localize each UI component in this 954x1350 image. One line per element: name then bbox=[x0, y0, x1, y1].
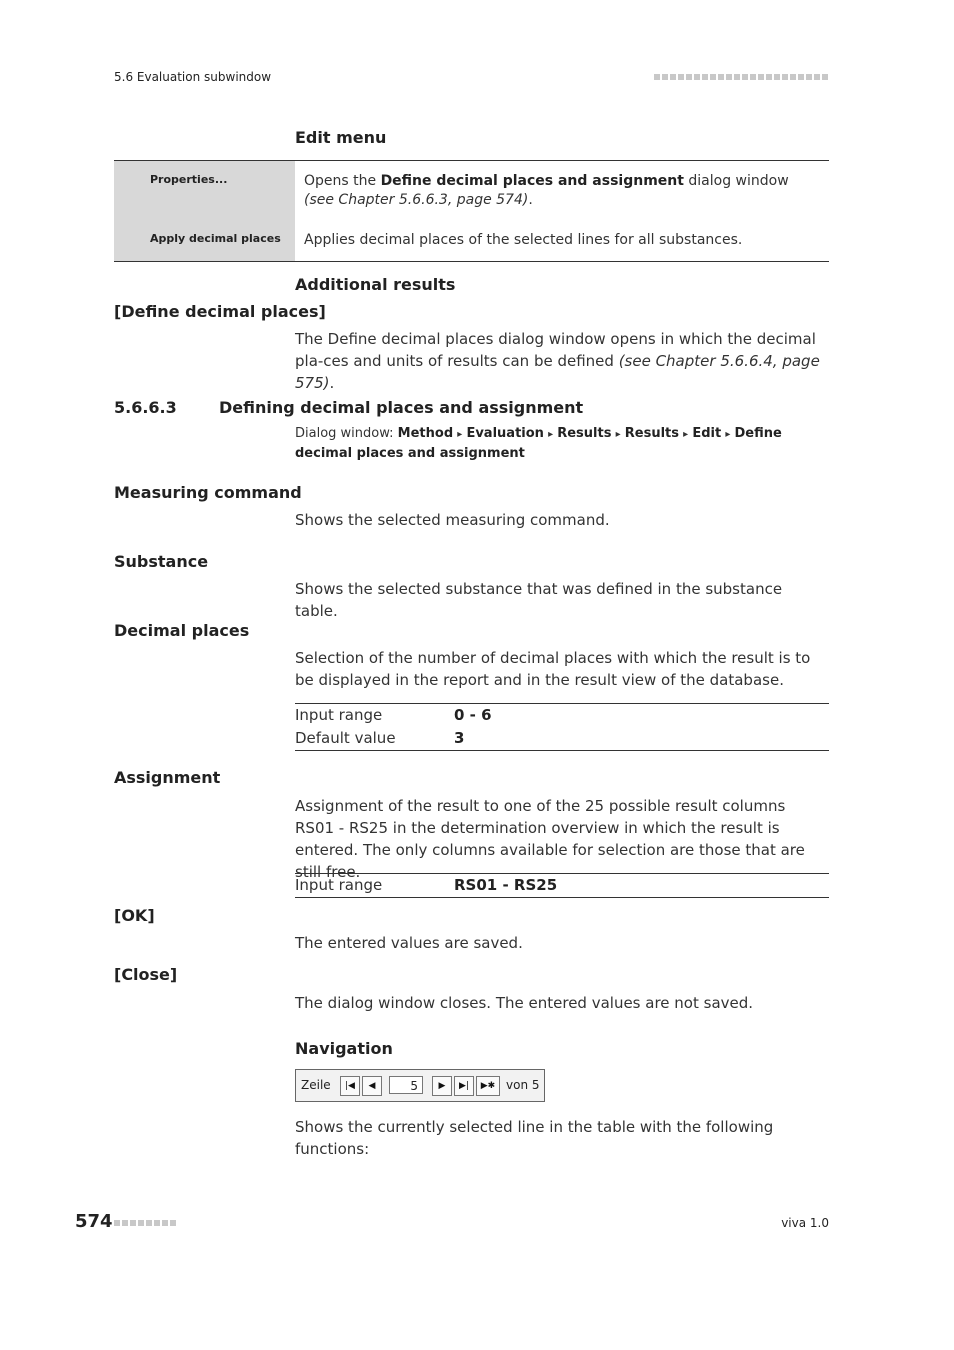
param-row bbox=[295, 874, 829, 897]
decimal-places-text: Selection of the number of decimal places with which the result is to be displayed in the report and in the result view of the database. bbox=[295, 649, 811, 689]
edit-menu-title: Edit menu bbox=[295, 128, 387, 147]
new-record-icon[interactable]: ▶✱ bbox=[476, 1076, 500, 1096]
param-row bbox=[295, 727, 829, 750]
measuring-command-label: Measuring command bbox=[114, 483, 302, 502]
previous-record-icon[interactable]: ◀ bbox=[362, 1076, 382, 1096]
measuring-command-text: Shows the selected measuring command. bbox=[295, 511, 610, 529]
row-count-label: von 5 bbox=[506, 1078, 540, 1092]
dialog-path: Dialog window: Method ▸ Evaluation ▸ Results ▸ Results ▸ Edit ▸ Define decimal places and assignment bbox=[295, 426, 782, 461]
next-record-icon[interactable]: ▶ bbox=[432, 1076, 452, 1096]
navigation-title: Navigation bbox=[295, 1039, 393, 1058]
footer-dots-decoration bbox=[114, 1219, 178, 1226]
define-decimal-places-text: The Define decimal places dialog window opens in which the decimal pla-ces and units of results can be defined (see Chapter 5.6.6.4, page 575). bbox=[295, 330, 820, 392]
assignment-text: Assignment of the result to one of the 25 possible result columns RS01 - RS25 in the determination overview in which the result is entered. The only columns available for selection are those that are still free. bbox=[295, 797, 805, 881]
row-label: Zeile bbox=[301, 1078, 331, 1092]
param-key: Input range bbox=[295, 876, 383, 894]
close-label: [Close] bbox=[114, 965, 178, 984]
product-version: viva 1.0 bbox=[781, 1216, 829, 1230]
assignment-label: Assignment bbox=[114, 768, 221, 787]
substance-text: Shows the selected substance that was defined in the substance table. bbox=[295, 580, 783, 620]
edit-menu-table bbox=[114, 160, 829, 262]
decimal-places-params bbox=[295, 703, 829, 751]
menu-item-properties-desc: Opens the Define decimal places and assignment dialog window (see Chapter 5.6.6.3, page 574). bbox=[304, 173, 789, 208]
record-navigator bbox=[295, 1069, 545, 1102]
menu-item-apply-decimal-places-desc: Applies decimal places of the selected lines for all substances. bbox=[304, 232, 743, 248]
last-record-icon[interactable]: ▶| bbox=[454, 1076, 474, 1096]
ok-text: The entered values are saved. bbox=[295, 934, 523, 952]
substance-label: Substance bbox=[114, 552, 209, 571]
param-value: 3 bbox=[454, 729, 465, 747]
header-dots-decoration bbox=[654, 73, 830, 80]
close-text: The dialog window closes. The entered values are not saved. bbox=[295, 994, 754, 1012]
menu-item-apply-decimal-places: Apply decimal places bbox=[150, 232, 281, 245]
ok-label: [OK] bbox=[114, 906, 155, 925]
section-title: Defining decimal places and assignment bbox=[219, 398, 584, 417]
param-value: 0 - 6 bbox=[454, 706, 492, 724]
define-decimal-places-label: [Define decimal places] bbox=[114, 302, 326, 321]
param-key: Default value bbox=[295, 729, 396, 747]
first-record-icon[interactable]: |◀ bbox=[340, 1076, 360, 1096]
menu-item-properties: Properties... bbox=[150, 173, 228, 186]
assignment-params bbox=[295, 873, 829, 898]
navigation-text: Shows the currently selected line in the table with the following functions: bbox=[295, 1118, 774, 1158]
current-row-field[interactable]: 5 bbox=[389, 1076, 423, 1094]
param-key: Input range bbox=[295, 706, 383, 724]
running-header: 5.6 Evaluation subwindow bbox=[114, 70, 272, 84]
page-number: 574 bbox=[75, 1211, 113, 1232]
additional-results-title: Additional results bbox=[295, 275, 456, 294]
decimal-places-label: Decimal places bbox=[114, 621, 250, 640]
param-value: RS01 - RS25 bbox=[454, 876, 558, 894]
section-number: 5.6.6.3 bbox=[114, 398, 177, 417]
param-row bbox=[295, 704, 829, 727]
